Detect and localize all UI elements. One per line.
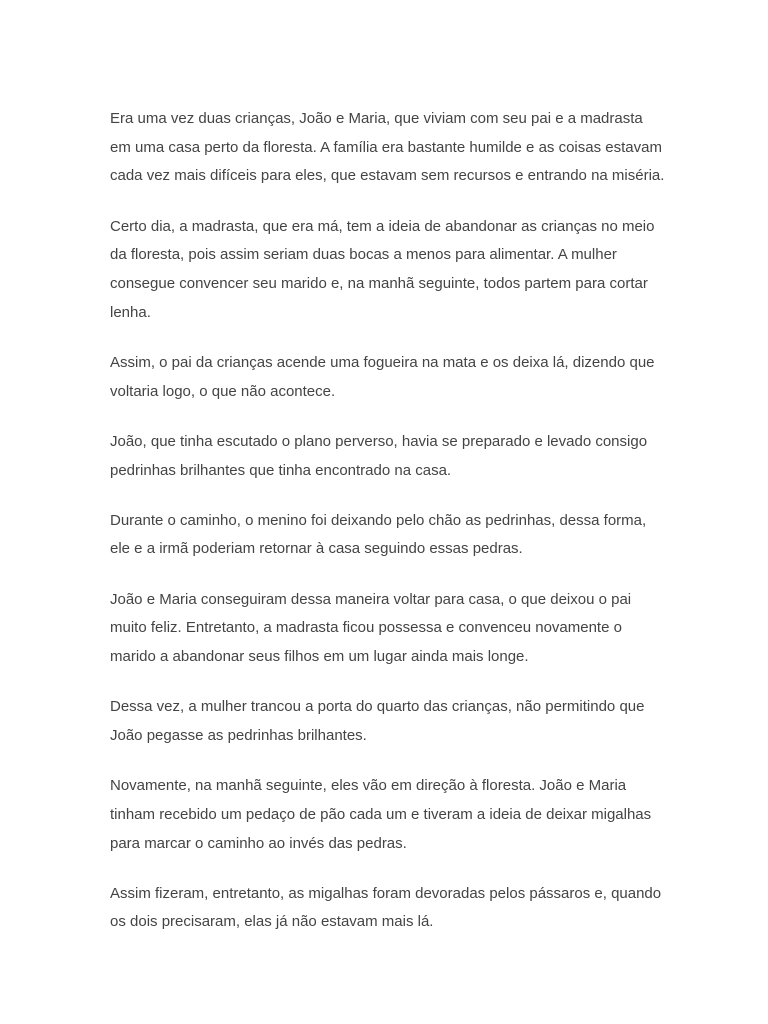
text-line: em uma casa perto da floresta. A família era bastante humilde e as coisas estavam: [110, 138, 662, 156]
text-line: Durante o caminho, o menino foi deixando pelo chão as pedrinhas, dessa forma,: [110, 511, 647, 529]
text-line: ele e a irmã poderiam retornar à casa seguindo essas pedras.: [110, 540, 523, 558]
text-line: João pegasse as pedrinhas brilhantes.: [110, 726, 367, 744]
text-line: Era uma vez duas crianças, João e Maria, que viviam com seu pai e a madrasta: [110, 110, 643, 127]
text-line: Certo dia, a madrasta, que era má, tem a ideia de abandonar as crianças no meio: [110, 217, 655, 235]
text-line: para marcar o caminho ao invés das pedras.: [110, 834, 407, 852]
text-line: marido a abandonar seus filhos em um lugar ainda mais longe.: [110, 648, 529, 666]
text-line: Dessa vez, a mulher trancou a porta do quarto das crianças, não permitindo que: [110, 698, 645, 716]
paragraph-1: [110, 105, 670, 191]
document-page: [110, 105, 670, 959]
text-line: voltaria logo, o que não acontece.: [110, 382, 336, 400]
text-line: cada vez mais difíceis para eles, que estavam sem recursos e entrando na miséria.: [110, 167, 665, 185]
text-line: Assim, o pai da crianças acende uma fogueira na mata e os deixa lá, dizendo que: [110, 353, 655, 371]
text-line: da floresta, pois assim seriam duas bocas a menos para alimentar. A mulher: [110, 246, 617, 264]
paragraph-5: [110, 507, 670, 564]
text-line: pedrinhas brilhantes que tinha encontrado na casa.: [110, 461, 452, 479]
text-line: os dois precisaram, elas já não estavam mais lá.: [110, 913, 434, 931]
text-line: tinham recebido um pedaço de pão cada um e tiveram a ideia de deixar migalhas: [110, 805, 652, 823]
text-line: João e Maria conseguiram dessa maneira voltar para casa, o que deixou o pai: [110, 590, 632, 608]
text-line: João, que tinha escutado o plano perverso, havia se preparado e levado consigo: [110, 432, 648, 450]
paragraph-7: [110, 693, 670, 750]
paragraph-3: [110, 349, 670, 406]
paragraph-8: [110, 772, 670, 858]
text-line: consegue convencer seu marido e, na manhã seguinte, todos partem para cortar: [110, 275, 648, 293]
text-line: Novamente, na manhã seguinte, eles vão em direção à floresta. João e Maria: [110, 777, 627, 795]
paragraph-6: [110, 586, 670, 672]
paragraph-2: [110, 213, 670, 328]
text-line: muito feliz. Entretanto, a madrasta ficou possessa e convenceu novamente o: [110, 619, 622, 637]
text-line: lenha.: [110, 303, 151, 321]
text-line: Assim fizeram, entretanto, as migalhas foram devoradas pelos pássaros e, quando: [110, 884, 662, 902]
paragraph-9: [110, 880, 670, 937]
paragraph-4: [110, 428, 670, 485]
